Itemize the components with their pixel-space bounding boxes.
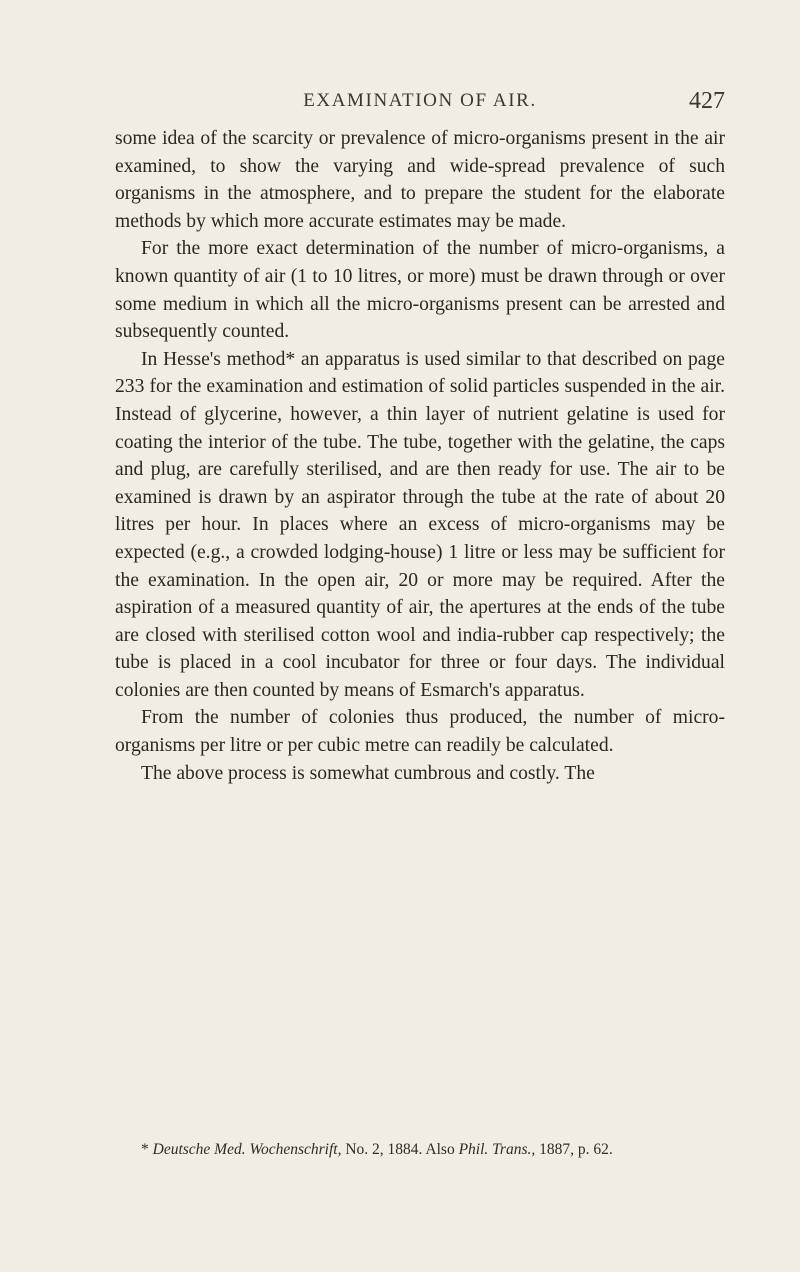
paragraph-exact-determination: For the more exact determination of the number of micro-organisms, a known quantity of air (1 to 10 litres, or more) must be drawn through or over some medium in which all the micro-organisms present can be arrested and subsequently counted. xyxy=(115,238,725,343)
paragraph-hesse-method: In Hesse's method* an apparatus is used similar to that described on page 233 for the examination and estimation of solid particles suspended in the air. Instead of glycerine, however, a thin layer of nutrient gelatine is used for coating the interior of the tube. The tube, together with the gelatine, the caps and plug, are carefully sterilised, and are then ready for use. The air to be examined is drawn by an aspirator through the tube at the rate of about 20 litres per hour. In places where an excess of micro-organisms may be expected (e.g., a crowded lodging-house) 1 litre or less may be sufficient for the examination. In the open air, 20 or more may be required. After the aspiration of a measured quantity of air, the apertures at the ends of the tube are closed with sterilised cotton wool and india-rubber cap respectively; the tube is placed in a cool incubator for three or four days. The individual colonies are then counted by means of Esmarch's apparatus. xyxy=(115,348,725,701)
running-title: EXAMINATION OF AIR. xyxy=(303,90,537,111)
footnote-details-2: 1887, p. 62. xyxy=(539,1141,613,1158)
paragraph-colonies-calculation: From the number of colonies thus produced, the number of micro-organisms per litre or per cubic metre can readily be calculated. xyxy=(115,707,725,757)
footnote-marker: * xyxy=(141,1141,149,1158)
body-text xyxy=(115,125,725,787)
paragraph-process-cost: The above process is somewhat cumbrous and costly. The xyxy=(141,762,595,784)
paragraph-continuation: some idea of the scarcity or prevalence of micro-organisms present in the air examined, to show the varying and wide-spread prevalence of such organisms in the atmosphere, and to prepare the student for the elaborate methods by which more accurate estimates may be made. xyxy=(115,128,725,232)
footnote-journal: Deutsche Med. Wochenschrift, xyxy=(152,1141,342,1158)
running-head xyxy=(115,90,725,120)
footnote-details: No. 2, 1884. Also xyxy=(345,1141,455,1158)
footnote xyxy=(115,1139,725,1162)
footnote-journal-2: Phil. Trans., xyxy=(458,1141,536,1158)
page-number: 427 xyxy=(689,88,725,114)
